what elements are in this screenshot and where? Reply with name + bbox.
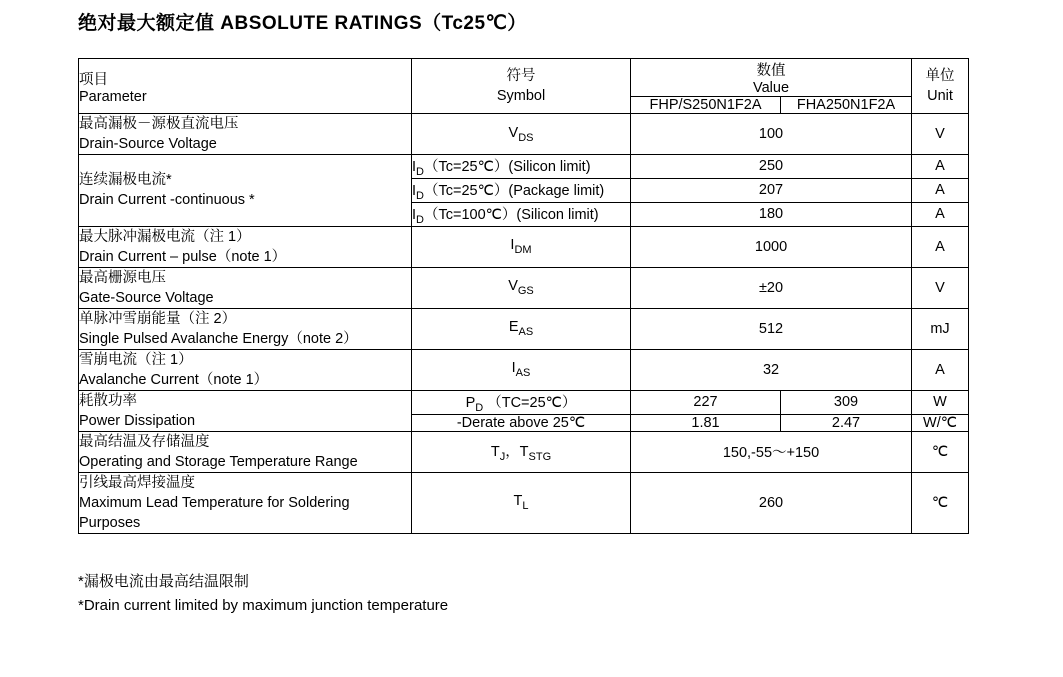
row-symbol bbox=[412, 349, 631, 390]
table-row bbox=[79, 226, 969, 267]
header-value-group bbox=[631, 59, 912, 97]
row-symbol bbox=[412, 390, 631, 414]
row-parameter bbox=[79, 431, 412, 472]
row-parameter bbox=[79, 114, 412, 155]
symbol-main: T bbox=[490, 444, 500, 461]
parameter-cn: 单脉冲雪崩能量（注 2） bbox=[79, 310, 237, 327]
row-value-col1: 227 bbox=[631, 390, 781, 414]
row-unit: A bbox=[912, 349, 969, 390]
table-row bbox=[79, 472, 969, 533]
header-symbol bbox=[412, 59, 631, 114]
symbol-sub-2: STG bbox=[528, 451, 552, 464]
symbol-main: E bbox=[508, 319, 519, 336]
row-symbol bbox=[412, 178, 631, 202]
table-row bbox=[79, 390, 969, 414]
header-unit bbox=[912, 59, 969, 114]
header-unit-cn: 单位 bbox=[925, 67, 955, 84]
symbol-main: I bbox=[412, 159, 417, 175]
parameter-en: Operating and Storage Temperature Range bbox=[79, 453, 358, 470]
table-row bbox=[79, 431, 969, 472]
parameter-cn: 雪崩电流（注 1） bbox=[79, 351, 193, 368]
row-value: 260 bbox=[631, 472, 912, 533]
row-symbol bbox=[412, 202, 631, 226]
symbol-sub: AS bbox=[518, 326, 534, 339]
symbol-sub: D bbox=[416, 213, 424, 226]
symbol-sub: D bbox=[416, 165, 424, 178]
parameter-cn: 最高漏极－源极直流电压 bbox=[79, 116, 239, 132]
symbol-sub: L bbox=[522, 500, 529, 513]
header-parameter-cn: 项目 bbox=[79, 71, 108, 88]
footnote-en: *Drain current limited by maximum junction temperature bbox=[78, 597, 449, 614]
header-symbol-cn: 符号 bbox=[506, 67, 536, 84]
row-unit: A bbox=[912, 178, 969, 202]
row-unit: W/℃ bbox=[912, 414, 969, 431]
row-parameter bbox=[79, 226, 412, 267]
table-row bbox=[79, 114, 969, 155]
row-value: ±20 bbox=[631, 267, 912, 308]
table-row bbox=[79, 308, 969, 349]
parameter-cn: 最大脉冲漏极电流（注 1） bbox=[79, 228, 251, 245]
header-symbol-en: Symbol bbox=[496, 88, 546, 104]
header-unit-en: Unit bbox=[927, 88, 953, 104]
symbol-main: T bbox=[513, 493, 523, 510]
row-parameter bbox=[79, 349, 412, 390]
parameter-en: Maximum Lead Temperature for Soldering Purposes bbox=[79, 494, 350, 531]
row-symbol bbox=[412, 226, 631, 267]
parameter-en: Drain Current – pulse（note 1） bbox=[79, 248, 287, 265]
header-parameter bbox=[79, 59, 412, 114]
symbol-main: I bbox=[510, 237, 515, 254]
row-value: 150,-55～+150 bbox=[631, 431, 912, 472]
symbol-main: V bbox=[508, 278, 518, 295]
row-value-col2: 2.47 bbox=[781, 414, 912, 431]
symbol-rest: （TC=25℃） bbox=[483, 394, 577, 411]
symbol-sub: D bbox=[475, 401, 484, 414]
row-value-col2: 309 bbox=[781, 390, 912, 414]
row-value: 207 bbox=[631, 178, 912, 202]
row-value: 250 bbox=[631, 155, 912, 179]
symbol-main: I bbox=[412, 206, 417, 223]
row-parameter bbox=[79, 155, 412, 227]
row-symbol bbox=[412, 472, 631, 533]
row-value: 1000 bbox=[631, 226, 912, 267]
header-value-col2: FHA250N1F2A bbox=[781, 97, 912, 114]
row-value: 180 bbox=[631, 202, 912, 226]
parameter-cn: 耗散功率 bbox=[79, 392, 137, 409]
footnote-cn: *漏极电流由最高结温限制 bbox=[78, 573, 249, 590]
table-row bbox=[79, 349, 969, 390]
row-unit: V bbox=[912, 267, 969, 308]
row-symbol bbox=[412, 308, 631, 349]
parameter-en: Gate-Source Voltage bbox=[79, 289, 214, 306]
row-unit: mJ bbox=[912, 308, 969, 349]
parameter-cn: 引线最高焊接温度 bbox=[79, 474, 195, 491]
table-row bbox=[79, 155, 969, 179]
symbol-sub: GS bbox=[517, 285, 534, 298]
row-unit: A bbox=[912, 226, 969, 267]
row-value-col1: 1.81 bbox=[631, 414, 781, 431]
symbol-sub: DS bbox=[518, 131, 534, 144]
parameter-en: Avalanche Current（note 1） bbox=[79, 371, 269, 388]
symbol-main-2: ，T bbox=[505, 444, 529, 461]
parameter-cn: 最高栅源电压 bbox=[79, 269, 166, 286]
row-unit: A bbox=[912, 155, 969, 179]
header-parameter-en: Parameter bbox=[79, 88, 147, 105]
row-parameter bbox=[79, 267, 412, 308]
row-symbol bbox=[412, 267, 631, 308]
row-value: 32 bbox=[631, 349, 912, 390]
row-parameter bbox=[79, 390, 412, 431]
row-unit: ℃ bbox=[912, 431, 969, 472]
symbol-sub: DM bbox=[514, 244, 532, 257]
row-unit: ℃ bbox=[912, 472, 969, 533]
row-value: 512 bbox=[631, 308, 912, 349]
row-symbol bbox=[412, 114, 631, 155]
parameter-en: Drain Current -continuous * bbox=[79, 192, 255, 209]
row-unit: A bbox=[912, 202, 969, 226]
symbol-rest: （Tc=100℃）(Silicon limit) bbox=[423, 206, 599, 223]
symbol-rest: （Tc=25℃）(Silicon limit) bbox=[423, 159, 591, 175]
table-row bbox=[79, 267, 969, 308]
symbol-rest: （Tc=25℃）(Package limit) bbox=[423, 182, 605, 199]
parameter-en: Drain-Source Voltage bbox=[79, 136, 217, 152]
symbol-sub: AS bbox=[515, 367, 531, 380]
header-value-col1: FHP/S250N1F2A bbox=[631, 97, 781, 114]
header-value-cn: 数值 bbox=[756, 63, 786, 79]
row-parameter bbox=[79, 308, 412, 349]
absolute-ratings-table bbox=[78, 58, 969, 534]
row-unit: W bbox=[912, 390, 969, 414]
symbol-main: I bbox=[412, 182, 417, 199]
page-title: 绝对最大额定值 ABSOLUTE RATINGS（Tc25℃） bbox=[78, 13, 527, 34]
parameter-cn: 连续漏极电流* bbox=[79, 172, 172, 189]
symbol-main: V bbox=[508, 124, 519, 141]
parameter-en: Single Pulsed Avalanche Energy（note 2） bbox=[79, 330, 358, 347]
header-value-en: Value bbox=[753, 80, 790, 96]
row-symbol bbox=[412, 431, 631, 472]
row-value: 100 bbox=[631, 114, 912, 155]
row-parameter bbox=[79, 472, 412, 533]
symbol-main: P bbox=[465, 394, 476, 411]
parameter-en: Power Dissipation bbox=[79, 412, 196, 429]
symbol-sub: D bbox=[416, 189, 424, 202]
symbol-sub: J bbox=[499, 451, 506, 464]
row-symbol bbox=[412, 155, 631, 179]
row-symbol: -Derate above 25℃ bbox=[412, 414, 631, 431]
table-header-row bbox=[79, 59, 969, 97]
symbol-main: I bbox=[511, 360, 516, 377]
parameter-cn: 最高结温及存储温度 bbox=[79, 433, 210, 450]
row-unit: V bbox=[912, 114, 969, 155]
